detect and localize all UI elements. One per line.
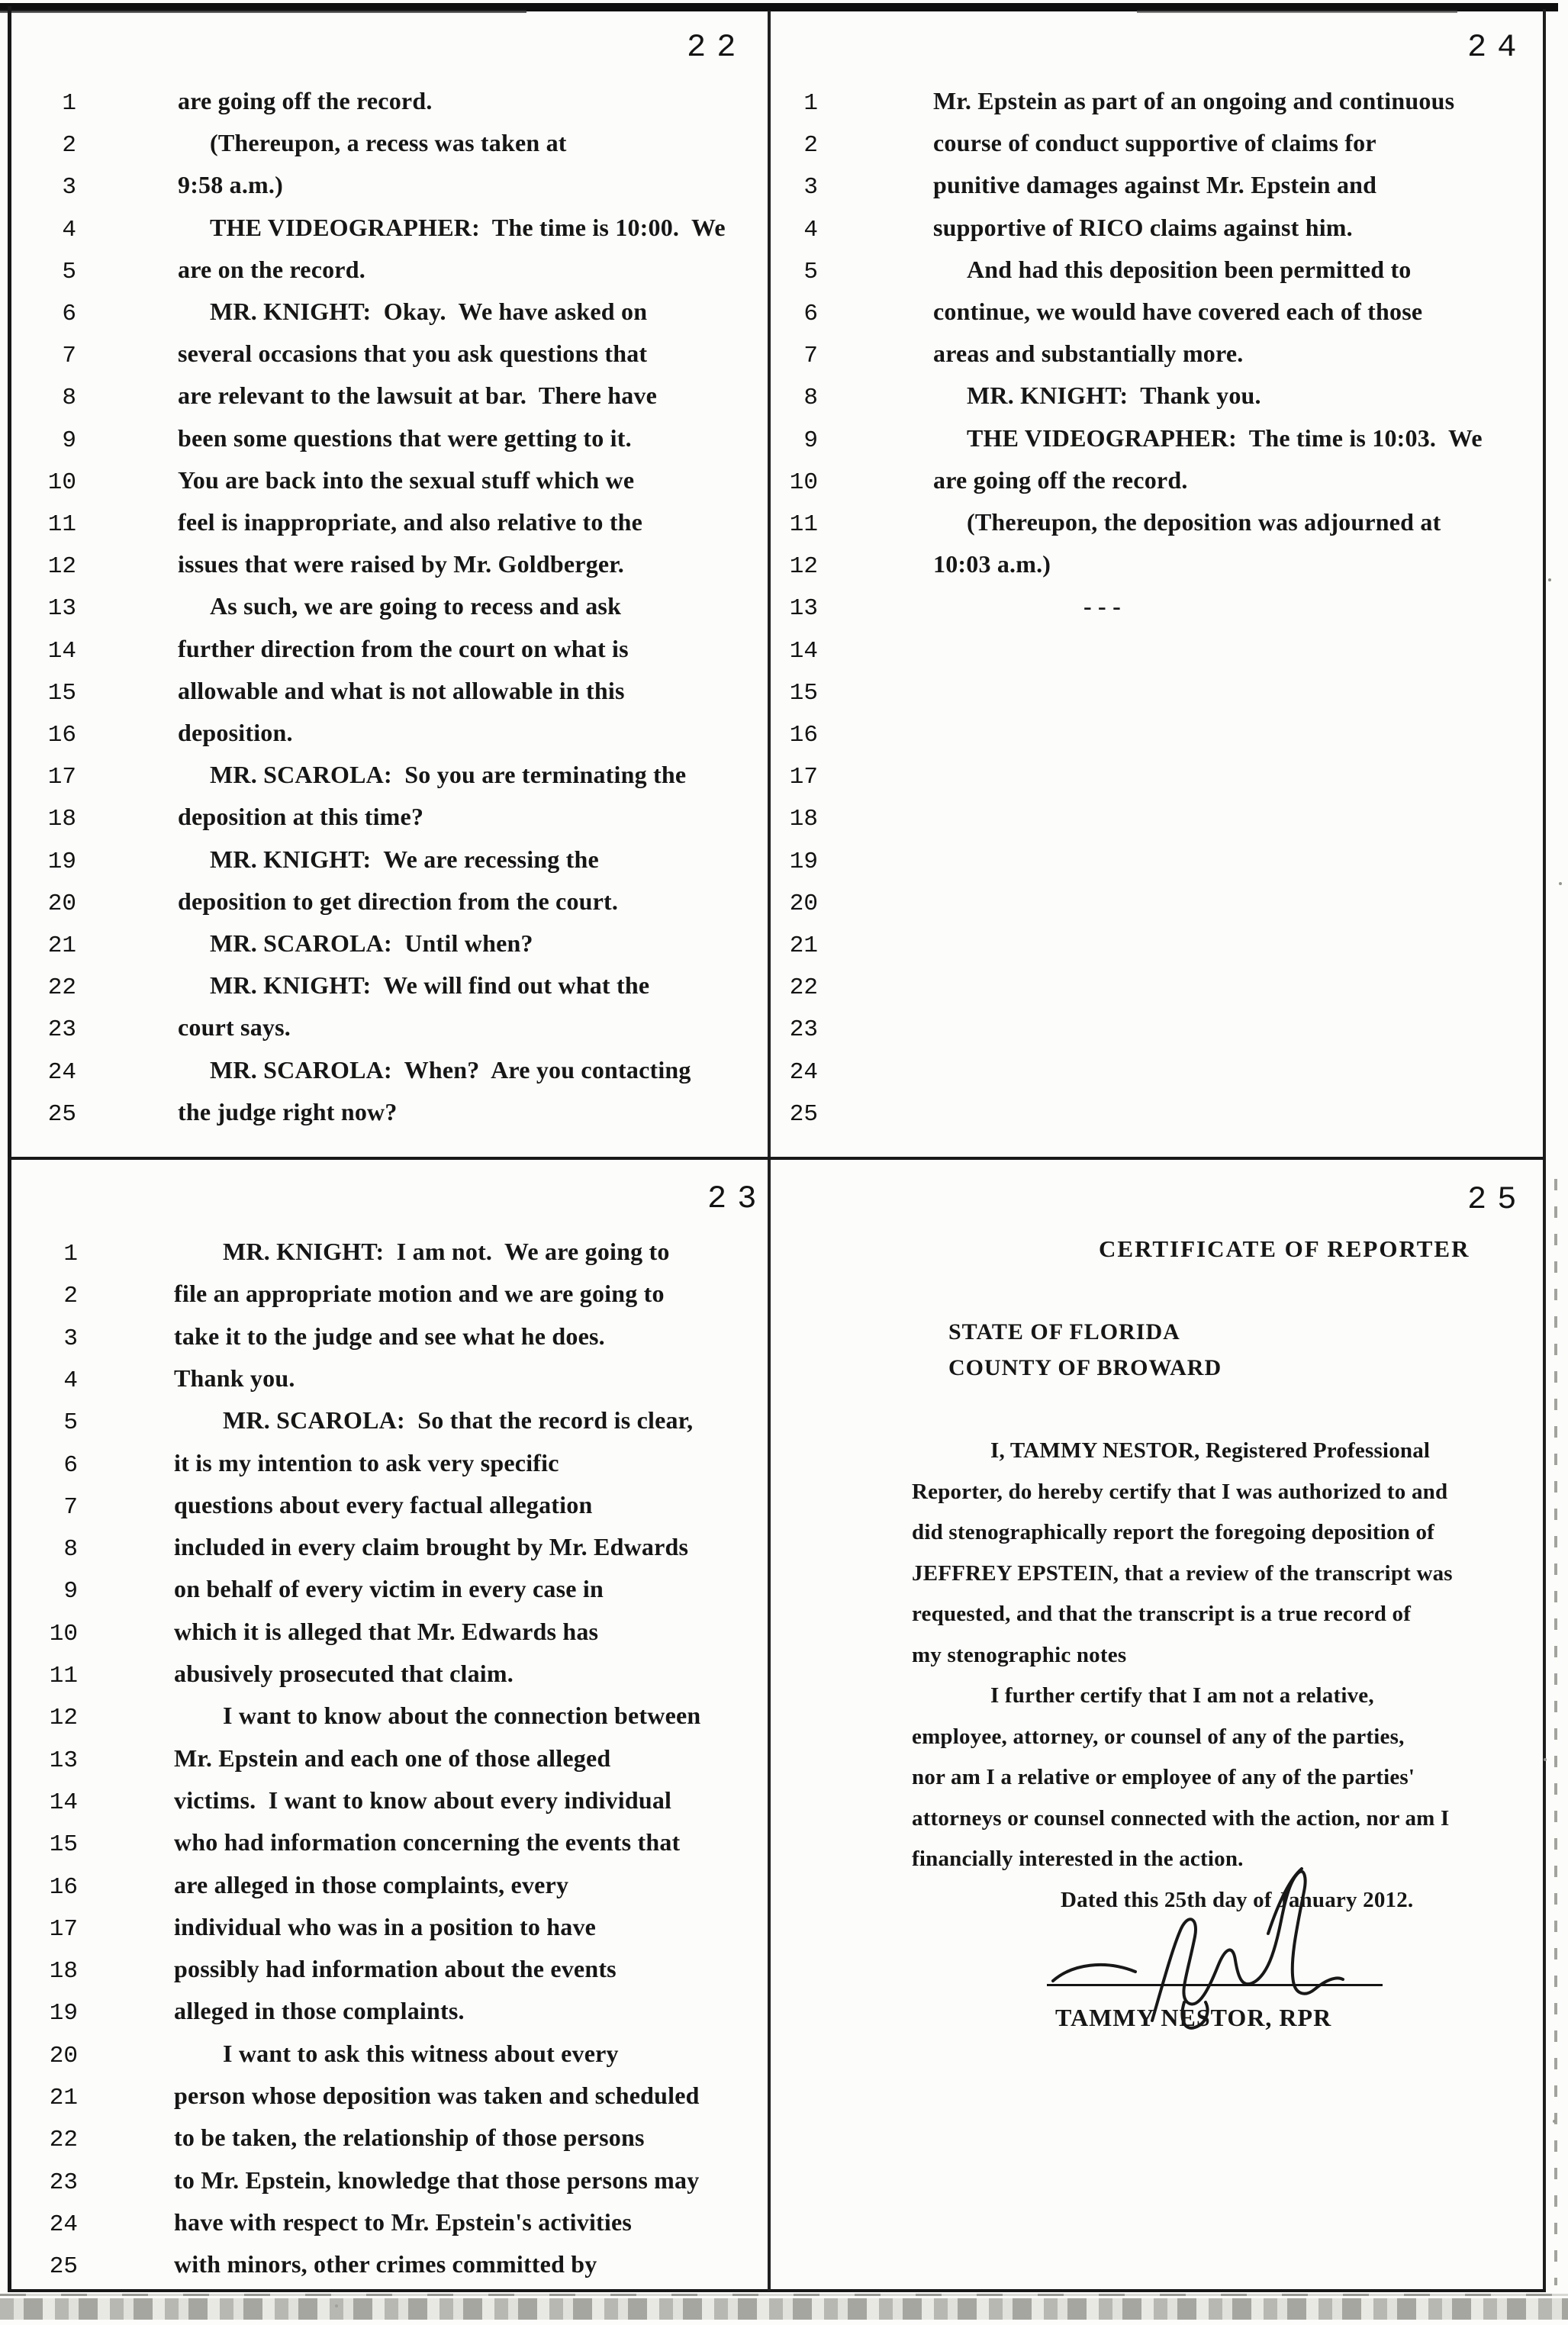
transcript-line-text: MR. SCAROLA: So that the record is clear, (223, 1406, 694, 1434)
line-number: 9 (803, 427, 818, 454)
transcript-line-text: As such, we are going to recess and ask (210, 592, 622, 620)
line-number: 3 (63, 1325, 78, 1352)
signature-line (1047, 1984, 1383, 1986)
line-number: 7 (803, 343, 818, 369)
certificate-page-25 (771, 1160, 1543, 2291)
line-number: 5 (62, 259, 76, 285)
certificate-line-text: employee, attorney, or counsel of any of the parties, (912, 1724, 1405, 1749)
line-number: 21 (47, 932, 76, 959)
transcript-line-text: (Thereupon, a recess was taken at (210, 129, 567, 156)
transcript-line-text: feel is inappropriate, and also relative to the (178, 508, 643, 536)
transcript-page-23 (11, 1160, 768, 2291)
transcript-line-text: file an appropriate motion and we are going to (174, 1280, 665, 1307)
transcript-line-text: MR. KNIGHT: We are recessing the (210, 845, 599, 873)
transcript-line-text: MR. KNIGHT: Thank you. (967, 382, 1261, 409)
transcript-line-text: MR. SCAROLA: So you are terminating the (210, 761, 687, 788)
transcript-line-text: are on the record. (178, 256, 365, 283)
transcript-line-text: abusively prosecuted that claim. (174, 1660, 514, 1687)
line-number: 9 (62, 427, 76, 454)
transcript-line-text: included in every claim brought by Mr. Edwards (174, 1533, 689, 1560)
line-number: 21 (49, 2085, 78, 2111)
transcript-line-text: (Thereupon, the deposition was adjourned at (967, 508, 1441, 536)
transcript-line-text: 10:03 a.m.) (933, 550, 1051, 578)
transcript-line-text: Mr. Epstein and each one of those alleged (174, 1744, 611, 1772)
transcript-line-text: take it to the judge and see what he does. (174, 1322, 605, 1350)
line-number: 6 (803, 301, 818, 327)
transcript-line-text: been some questions that were getting to it. (178, 424, 632, 452)
transcript-line-text: several occasions that you ask questions that (178, 340, 648, 367)
transcript-line-text: with minors, other crimes committed by (174, 2250, 597, 2278)
line-number: 21 (789, 932, 818, 959)
reporter-name: TAMMY NESTOR, RPR (1055, 2004, 1332, 2031)
scan-edge-bottom-noise (0, 2298, 1568, 2320)
certificate-line-text: I, TAMMY NESTOR, Registered Professional (990, 1438, 1431, 1463)
transcript-line-text: deposition at this time? (178, 803, 424, 830)
line-number: 7 (62, 343, 76, 369)
transcript-line-text: possibly had information about the events (174, 1955, 617, 1982)
line-number: 5 (803, 259, 818, 285)
line-number: 18 (49, 1958, 78, 1985)
line-number: 10 (49, 1621, 78, 1647)
line-number: 15 (789, 680, 818, 707)
line-number: 15 (47, 680, 76, 707)
transcript-line-text: questions about every factual allegation (174, 1491, 593, 1518)
transcript-line-text: 9:58 a.m.) (178, 171, 283, 198)
line-number: 11 (47, 511, 76, 538)
line-number: 2 (63, 1283, 78, 1309)
line-number: 17 (49, 1916, 78, 1943)
line-number: 18 (47, 806, 76, 832)
line-number: 17 (789, 764, 818, 791)
line-number: 1 (63, 1241, 78, 1267)
line-number: 11 (49, 1663, 78, 1689)
transcript-line-text: Thank you. (174, 1364, 295, 1392)
transcript-line-text: to be taken, the relationship of those persons (174, 2124, 645, 2151)
transcript-line-text: supportive of RICO claims against him. (933, 214, 1353, 241)
transcript-line-text: MR. SCAROLA: When? Are you contacting (210, 1056, 691, 1084)
transcript-line-text: punitive damages against Mr. Epstein and (933, 171, 1377, 198)
transcript-line-text: are going off the record. (933, 466, 1188, 494)
transcript-page-24 (771, 11, 1543, 1157)
transcript-line-text: THE VIDEOGRAPHER: The time is 10:00. We (210, 214, 726, 241)
line-number: 5 (63, 1409, 78, 1436)
line-number: 23 (49, 2169, 78, 2196)
line-number: 13 (47, 595, 76, 622)
transcript-line-text: on behalf of every victim in every case in (174, 1575, 604, 1602)
certificate-state-line: STATE OF FLORIDA (948, 1319, 1180, 1344)
page-number: 23 (707, 1180, 768, 1217)
line-number: 3 (803, 174, 818, 201)
certificate-line-text: Reporter, do hereby certify that I was authorized to and (912, 1480, 1448, 1504)
transcript-line-text: - - - (1083, 592, 1121, 620)
line-number: 16 (49, 1874, 78, 1901)
line-number: 4 (63, 1367, 78, 1394)
transcript-line-text: MR. KNIGHT: We will find out what the (210, 971, 650, 999)
transcript-line-text: deposition to get direction from the court. (178, 887, 619, 915)
line-number: 6 (63, 1452, 78, 1479)
page-number: 25 (1467, 1181, 1528, 1218)
transcript-line-text: Mr. Epstein as part of an ongoing and continuous (933, 87, 1455, 114)
line-number: 24 (789, 1059, 818, 1086)
line-number: 10 (789, 469, 818, 496)
line-number: 1 (803, 90, 818, 117)
line-number: 4 (62, 217, 76, 243)
certificate-line-text: nor am I a relative or employee of any of the parties' (912, 1765, 1415, 1789)
line-number: 14 (49, 1789, 78, 1816)
transcript-line-text: I want to know about the connection between (223, 1702, 701, 1729)
line-number: 11 (789, 511, 818, 538)
line-number: 8 (63, 1536, 78, 1563)
page-number: 22 (687, 29, 747, 66)
line-number: 19 (49, 2000, 78, 2027)
transcript-line-text: continue, we would have covered each of those (933, 298, 1423, 325)
line-number: 23 (47, 1016, 76, 1043)
line-number: 8 (803, 385, 818, 411)
transcript-line-text: victims. I want to know about every individual (174, 1786, 672, 1814)
transcript-line-text: are going off the record. (178, 87, 433, 114)
line-number: 14 (47, 638, 76, 665)
transcript-line-text: who had information concerning the events that (174, 1828, 681, 1856)
certificate-line-text: did stenographically report the foregoing deposition of (912, 1520, 1434, 1544)
line-number: 8 (62, 385, 76, 411)
sheet-border-right (1543, 9, 1546, 2291)
scan-speckles (1548, 578, 1551, 581)
certificate-county-line: COUNTY OF BROWARD (948, 1355, 1222, 1380)
transcript-line-text: deposition. (178, 719, 293, 746)
transcript-line-text: course of conduct supportive of claims for (933, 129, 1376, 156)
transcript-line-text: alleged in those complaints. (174, 1997, 465, 2024)
line-number: 19 (47, 849, 76, 875)
line-number: 12 (789, 553, 818, 580)
line-number: 19 (789, 849, 818, 875)
transcript-line-text: are alleged in those complaints, every (174, 1871, 569, 1898)
transcript-line-text: MR. SCAROLA: Until when? (210, 929, 533, 957)
certificate-line-text: my stenographic notes (912, 1643, 1127, 1667)
line-number: 7 (63, 1494, 78, 1521)
transcript-line-text: issues that were raised by Mr. Goldberger. (178, 550, 624, 578)
transcript-line-text: which it is alleged that Mr. Edwards has (174, 1618, 599, 1645)
certificate-line-text: requested, and that the transcript is a true record of (912, 1602, 1412, 1626)
certificate-line-text: financially interested in the action. (912, 1847, 1244, 1871)
line-number: 17 (47, 764, 76, 791)
line-number: 22 (49, 2127, 78, 2153)
transcript-line-text: allowable and what is not allowable in this (178, 677, 625, 704)
line-number: 12 (49, 1705, 78, 1731)
line-number: 10 (47, 469, 76, 496)
transcript-page-22 (11, 11, 768, 1157)
transcript-line-text: And had this deposition been permitted to (967, 256, 1412, 283)
line-number: 13 (789, 595, 818, 622)
transcript-line-text: areas and substantially more. (933, 340, 1244, 367)
page-number: 24 (1467, 29, 1528, 66)
line-number: 16 (47, 722, 76, 749)
transcript-line-text: person whose deposition was taken and scheduled (174, 2082, 700, 2109)
line-number: 6 (62, 301, 76, 327)
transcript-line-text: court says. (178, 1013, 291, 1041)
line-number: 22 (789, 974, 818, 1001)
line-number: 18 (789, 806, 818, 832)
transcript-line-text: have with respect to Mr. Epstein's activities (174, 2208, 633, 2236)
line-number: 1 (62, 90, 76, 117)
scan-edge-right-noise (1554, 1179, 1557, 2285)
line-number: 25 (49, 2253, 78, 2280)
line-number: 20 (789, 890, 818, 917)
line-number: 16 (789, 722, 818, 749)
line-number: 23 (789, 1016, 818, 1043)
transcript-line-text: MR. KNIGHT: Okay. We have asked on (210, 298, 648, 325)
certificate-line-text: JEFFREY EPSTEIN, that a review of the transcript was (912, 1561, 1453, 1586)
line-number: 3 (62, 174, 76, 201)
transcript-line-text: to Mr. Epstein, knowledge that those persons may (174, 2166, 700, 2194)
certificate-line-text: attorneys or counsel connected with the action, nor am I (912, 1806, 1450, 1831)
line-number: 12 (47, 553, 76, 580)
line-number: 22 (47, 974, 76, 1001)
line-number: 13 (49, 1747, 78, 1774)
certificate-line-text: I further certify that I am not a relative, (990, 1683, 1374, 1708)
transcript-line-text: the judge right now? (178, 1098, 398, 1125)
transcript-line-text: are relevant to the lawsuit at bar. There have (178, 382, 658, 409)
line-number: 25 (47, 1101, 76, 1128)
line-number: 20 (47, 890, 76, 917)
line-number: 2 (803, 132, 818, 159)
line-number: 20 (49, 2043, 78, 2069)
transcript-line-text: You are back into the sexual stuff which we (178, 466, 635, 494)
transcript-line-text: it is my intention to ask very specific (174, 1449, 559, 1476)
transcript-line-text: MR. KNIGHT: I am not. We are going to (223, 1238, 670, 1265)
transcript-line-text: I want to ask this witness about every (223, 2040, 619, 2067)
line-number: 9 (63, 1578, 78, 1605)
transcript-line-text: THE VIDEOGRAPHER: The time is 10:03. We (967, 424, 1483, 452)
line-number: 24 (49, 2211, 78, 2238)
line-number: 25 (789, 1101, 818, 1128)
line-number: 15 (49, 1831, 78, 1858)
certificate-title: CERTIFICATE OF REPORTER (1099, 1235, 1470, 1262)
line-number: 24 (47, 1059, 76, 1086)
transcript-line-text: further direction from the court on what is (178, 635, 629, 662)
transcript-line-text: individual who was in a position to have (174, 1913, 597, 1940)
line-number: 2 (62, 132, 76, 159)
scan-noise-line (0, 2294, 1568, 2296)
line-number: 4 (803, 217, 818, 243)
certificate-line-text: Dated this 25th day of January 2012. (1061, 1888, 1414, 1912)
line-number: 14 (789, 638, 818, 665)
